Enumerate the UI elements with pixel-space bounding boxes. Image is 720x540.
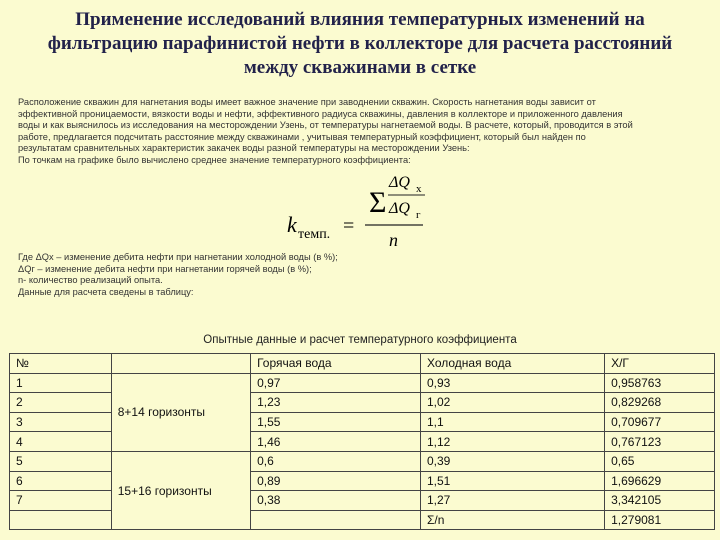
cell-hot: 0,38 (251, 491, 421, 511)
cell-cold: 0,39 (420, 451, 604, 471)
cell-cold: 1,1 (420, 412, 604, 432)
header-cold-water: Холодная вода (420, 354, 604, 374)
cell-ratio: 0,829268 (605, 393, 715, 413)
data-table (9, 353, 715, 530)
table-row (10, 451, 715, 471)
paragraph-line: По точкам на графике было вычислено среднее значение температурного коэффициента: (18, 154, 411, 165)
formula-equals: = (343, 215, 355, 237)
cell-ratio: 0,767123 (605, 432, 715, 452)
cell-hot: 1,23 (251, 393, 421, 413)
formula-delta-cold: ΔQ (389, 174, 410, 191)
cell-ratio: 0,958763 (605, 373, 715, 393)
header-horizon (111, 354, 250, 374)
cell-cold: 1,12 (420, 432, 604, 452)
cell-ratio: 0,709677 (605, 412, 715, 432)
table-header-row (10, 354, 715, 374)
formula-hot-subscript: г (416, 209, 421, 221)
note-line: n- количество реализаций опыта. (18, 275, 163, 286)
cell-hot: 0,89 (251, 471, 421, 491)
note-line: ΔQг – изменение дебита нефти при нагнетании горячей воды (в %); (18, 263, 312, 274)
cell-cold: 1,02 (420, 393, 604, 413)
table-row (10, 373, 715, 393)
cell-cold: 1,51 (420, 471, 604, 491)
table-caption: Опытные данные и расчет температурного коэффициента (203, 334, 517, 346)
header-ratio: Х/Г (605, 354, 715, 374)
cell-cold: 0,93 (420, 373, 604, 393)
cell-number: 3 (10, 412, 112, 432)
note-line: Где ΔQх – изменение дебита нефти при нагнетании холодной воды (в %); (18, 252, 338, 262)
cell-number: 1 (10, 373, 112, 393)
cell-sum-label: Σ/n (420, 510, 604, 530)
slide-title: Применение исследований влияния температурных изменений на фильтрацию парафинистой нефти в коллекторе для расчета расстояний между скважинами в сетке (47, 9, 673, 78)
cell-cold: 1,27 (420, 491, 604, 511)
cell-horizon-group-2: 15+16 горизонты (111, 451, 250, 529)
cell-hot: 1,46 (251, 432, 421, 452)
cell-number: 5 (10, 451, 112, 471)
cell-hot (251, 510, 421, 530)
cell-number: 7 (10, 491, 112, 511)
paragraph-line: Расположение скважин для нагнетания воды имеет важное значение при заводнении скважин. Скорость нагнетания воды зависит от (18, 97, 596, 107)
cell-hot: 0,6 (251, 451, 421, 471)
temperature-coefficient-formula (285, 168, 435, 248)
formula-k: k (287, 212, 297, 237)
header-number: № (10, 354, 112, 374)
cell-ratio: 0,65 (605, 451, 715, 471)
formula-cold-subscript: х (416, 183, 422, 195)
paragraph-line: результатам сравнительных характеристик закачек воды разной температуры на месторождении Узень: (18, 143, 470, 154)
formula-n: n (389, 230, 398, 248)
cell-hot: 0,97 (251, 373, 421, 393)
formula-k-subscript: темп. (298, 227, 331, 242)
formula-delta-hot: ΔQ (389, 200, 410, 217)
note-line: Данные для расчета сведены в таблицу: (18, 286, 194, 297)
paragraph-line: работе, предлагается подсчитать расстояние между скважинами , учитывая температурный коэффициент, который был найден по (18, 131, 586, 142)
cell-number: 6 (10, 471, 112, 491)
intro-paragraph (18, 97, 700, 167)
cell-sum-value: 1,279081 (605, 510, 715, 530)
header-hot-water: Горячая вода (251, 354, 421, 374)
cell-horizon-group-1: 8+14 горизонты (111, 373, 250, 451)
cell-number: 4 (10, 432, 112, 452)
formula-notes (18, 252, 518, 298)
cell-hot: 1,55 (251, 412, 421, 432)
formula-sum-sign: Σ (369, 186, 387, 219)
paragraph-line: эффективной проницаемости, вязкости воды и нефти, эффективного радиуса скважины, давления в коллекторе и приложенного давления (18, 108, 623, 119)
cell-ratio: 3,342105 (605, 491, 715, 511)
paragraph-line: воды и как выяснилось из исследования на месторождении Узень, от температуры нагнетаемой воды. В расчете, который, проводится в этой (18, 120, 633, 131)
cell-ratio: 1,696629 (605, 471, 715, 491)
cell-number (10, 510, 112, 530)
cell-number: 2 (10, 393, 112, 413)
